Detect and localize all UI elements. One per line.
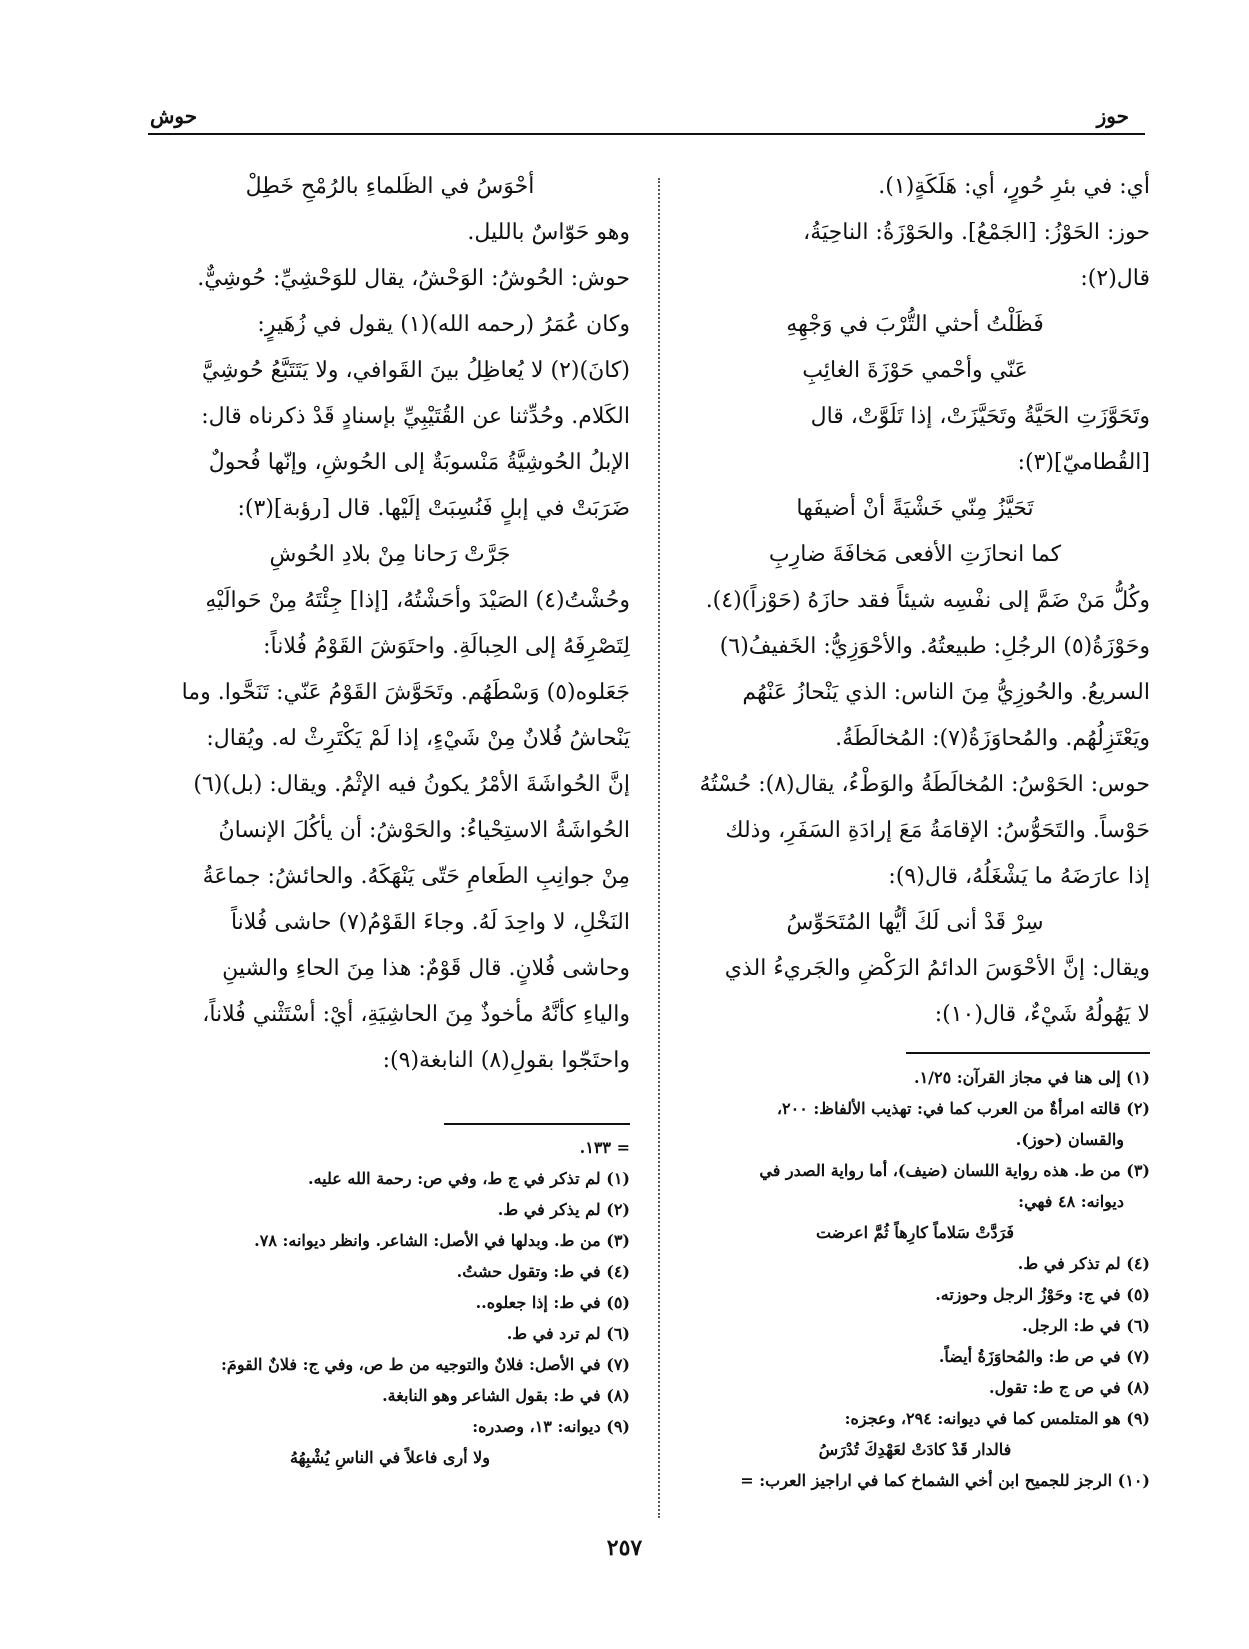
left-column bbox=[150, 164, 630, 1084]
text-line: قال(٢): bbox=[1080, 266, 1150, 291]
entry-line: حوس: الحَوْسُ: المُخالَطَةُ والوَطْءُ، يقال(٨): حُسْتُهُ bbox=[699, 772, 1150, 797]
footnote-verse: فالدار قَدْ كادَتْ لعَهْدِكَ تُدْرَسُ bbox=[818, 1440, 1012, 1459]
text-line: والياءِ كأنَّهُ مأخوذٌ مِنَ الحاشِيَةِ، أيْ: أسْتَثْني فُلاناً، bbox=[202, 1002, 630, 1027]
right-column bbox=[680, 164, 1150, 1038]
verse-line: فَظَلْتُ أحثي التُّرْبَ في وَجْهِهِ bbox=[786, 312, 1044, 337]
entry-line: حوش: الحُوشُ: الوَحْشُ، يقال للوَحْشِيِّ: حُوشِيٌّ. bbox=[197, 266, 630, 291]
text-line: الحُواشَةُ الاستِحْياءُ: والحَوْشُ: أن يأكُلَ الإنسانُ bbox=[218, 818, 630, 843]
page-number: ٢٥٧ bbox=[606, 1535, 643, 1561]
footnote: (١٠) الرجز للجميح ابن أخي الشماخ كما في اراجيز العرب: = bbox=[740, 1471, 1150, 1490]
footnote: (٨) في ص ج ط: تقول. bbox=[989, 1378, 1150, 1397]
running-header-left: حوش bbox=[150, 104, 198, 128]
text-line: إذا عارَضَهُ ما يَشْغَلُهُ، قال(٩): bbox=[888, 864, 1150, 889]
footnote-rule-left bbox=[444, 1123, 630, 1125]
footnote: (٤) في ط: وتقول حشتُ. bbox=[456, 1262, 630, 1281]
footnote: (٩) هو المتلمس كما في ديوانه: ٢٩٤، وعجزه: bbox=[844, 1409, 1150, 1428]
footnotes-right bbox=[680, 1062, 1150, 1496]
verse-line: أحْوَسُ في الظَلماءِ بالرُمْحِ خَطِلْ bbox=[245, 174, 535, 199]
footnote: والقسان (حوز). bbox=[1015, 1130, 1124, 1149]
footnote: (٧) في ص ط: والمُحاوَزَةُ أيضاً. bbox=[938, 1347, 1150, 1366]
footnote: (٧) في الأصل: فلانٌ والتوجيه من ط ص، وفي ج: فلانٌ القومَ: bbox=[221, 1355, 630, 1374]
footnote: ديوانه: ٤٨ فهي: bbox=[1018, 1192, 1124, 1211]
footnote: (٢) لم يذكر في ط. bbox=[497, 1200, 630, 1219]
header-rule bbox=[148, 133, 1145, 135]
text-line: وحُشْتُ(٤) الصَيْدَ وأحَشْتُهُ، [إذا] جِئْتَهُ مِنْ حَوالَيْهِ bbox=[205, 588, 630, 613]
text-line: جَعَلوه(٥) وَسْطَهُم. وتَحَوَّشَ القَوْمُ عَنّي: تَنَحَّوا. وما bbox=[181, 680, 630, 705]
text-line: وكُلُّ مَنْ ضَمَّ إلى نفْسِه شيئاً فقد حازَهُ (حَوْزاً)(٤). bbox=[705, 588, 1150, 613]
footnote: (٩) ديوانه: ١٣، وصدره: bbox=[472, 1417, 630, 1436]
text-line: ويقال: إنَّ الأحْوَسَ الدائمُ الرَكْضِ والجَريءُ الذي bbox=[724, 956, 1150, 981]
footnote: (١) لم تذكر في ج ط، وفي ص: رحمة الله عليه. bbox=[308, 1169, 630, 1188]
footnote: (٥) في ج: وحَوْزُ الرجل وحوزته. bbox=[935, 1285, 1150, 1304]
text-line: إنَّ الحُواشَةَ الأمْرُ يكونُ فيه الإثْمُ. ويقال: (بل)(٦) bbox=[193, 772, 630, 797]
footnote: (٦) لم ترد في ط. bbox=[506, 1324, 630, 1343]
footnote: (٥) في ط: إذا جعلوه.. bbox=[475, 1293, 630, 1312]
verse-line: تَحَيَّزُ مِنّي خَشْيَةً أنْ أضيفَها bbox=[796, 496, 1034, 521]
text-line: أي: في بئرِ حُورٍ، أي: هَلَكَةٍ(١). bbox=[878, 174, 1150, 199]
text-line: ويَعْتَزِلُهُم. والمُحاوَزَةُ(٧): المُخالَطَةُ. bbox=[835, 726, 1150, 751]
text-line: وهو حَوّاسٌ بالليل. bbox=[467, 220, 630, 245]
text-line: لا يَهُولُهُ شَيْءٌ، قال(١٠): bbox=[934, 1002, 1150, 1027]
text-line: حَوْساً. والتَحَوُّسُ: الإقامَةُ مَعَ إرادَةِ السَفَرِ، وذلك bbox=[725, 818, 1150, 843]
text-line: وحَوْزَةُ(٥) الرجُلِ: طبيعتُهُ. والأحْوَزِيُّ: الخَفيفُ(٦) bbox=[719, 634, 1150, 659]
text-line: مِنْ جوانِبِ الطَعامِ حَتّى يَنْهَكَهُ. والحائشُ: جماعَةُ bbox=[202, 864, 630, 889]
text-line: يَنْحاشُ فُلانٌ مِنْ شَيْءٍ، إذا لَمْ يَكْتَرِثْ له. ويُقال: bbox=[206, 726, 630, 751]
text-line: السريعُ. والحُوزِيُّ مِنَ الناس: الذي يَنْحازُ عَنْهُم bbox=[742, 680, 1150, 705]
entry-line: حوز: الحَوْزُ: [الجَمْعُ]. والحَوْزَةُ: الناحِيَةُ، bbox=[803, 220, 1150, 245]
footnote: (٤) لم تذكر في ط. bbox=[1017, 1254, 1150, 1273]
text-line: [القُطاميّ](٣): bbox=[1017, 450, 1150, 475]
text-line: واحتَجّوا بقولِ(٨) النابغة(٩): bbox=[382, 1048, 630, 1073]
footnote: (٦) في ط: الرجل. bbox=[1022, 1316, 1150, 1335]
footnote: (٣) من ط. وبدلها في الأصل: الشاعر. وانظر ديوانه: ٧٨. bbox=[254, 1231, 630, 1250]
text-line: ضَرَبَتْ في إبلٍ فَنُسِبَتْ إلَيْها. قال [رؤبة](٣): bbox=[237, 496, 630, 521]
text-line: النَخْلِ، لا واحِدَ لَهُ. وجاءَ القَوْمُ(٧) حاشى فُلاناً bbox=[230, 910, 630, 935]
text-line: لِتَصْرِفَهُ إلى الحِبالَةِ. واحتَوَشَ القَوْمُ فُلاناً: bbox=[263, 634, 630, 659]
column-divider bbox=[658, 178, 660, 1518]
footnotes-left bbox=[150, 1132, 630, 1473]
footnote-rule-right bbox=[906, 1052, 1150, 1054]
text-line: وحاشى فُلانٍ. قال قَوْمٌ: هذا مِنَ الحاءِ والشينِ bbox=[222, 956, 630, 981]
footnote: = ١٣٣. bbox=[579, 1138, 630, 1157]
footnote: (٢) قالته امرأةٌ من العرب كما في: تهذيب الألفاظ: ٢٠٠، bbox=[776, 1099, 1150, 1118]
text-line: وكان عُمَرُ (رحمه الله)(١) يقول في زُهَيرٍ: bbox=[257, 312, 630, 337]
text-line: (كانَ)(٢) لا يُعاظِلُ بينَ القَوافي، ولا يَتَتَبَّعُ حُوشِيَّ bbox=[201, 358, 630, 383]
text-line: الإبلُ الحُوشِيَّةُ مَنْسوبَةٌ إلى الحُوشِ، وإنّها فُحولٌ bbox=[208, 450, 630, 475]
footnote: (٣) من ط. هذه رواية اللسان (ضيف)، أما رواية الصدر في bbox=[759, 1161, 1150, 1180]
footnote-verse: ولا أرى فاعلاً في الناسِ يُشْبِهُهُ bbox=[289, 1448, 491, 1467]
verse-line: جَرَّتْ رَحانا مِنْ بلادِ الحُوشِ bbox=[269, 542, 511, 567]
verse-line: سِرْ قَدْ أنى لَكَ أيُّها المُتَحَوِّسُ bbox=[786, 910, 1044, 935]
running-header-right: حوز bbox=[1096, 104, 1129, 128]
footnote-verse: فَرَدَّتْ سَلاماً كارِهاً ثُمَّ اعرضت bbox=[815, 1223, 1015, 1242]
verse-line: كما انحازَتِ الأفعى مَخافَةَ ضارِبِ bbox=[768, 542, 1062, 567]
text-line: وتَحَوَّزَتِ الحَيَّةُ وتَحَيَّزَتْ، إذا تَلَوَّتْ، قال bbox=[810, 404, 1150, 429]
text-line: الكَلام. وحُدِّثنا عن القُتَيْبِيِّ بإسنادٍ قَدْ ذكرناه قال: bbox=[201, 404, 630, 429]
footnote: (١) إلى هنا في مجاز القرآن: ١/٢٥. bbox=[914, 1068, 1150, 1087]
verse-line: عَنّي وأحْمي حَوْزَةَ الغائِبِ bbox=[802, 358, 1028, 383]
footnote: (٨) في ط: بقول الشاعر وهو النابغة. bbox=[382, 1386, 630, 1405]
